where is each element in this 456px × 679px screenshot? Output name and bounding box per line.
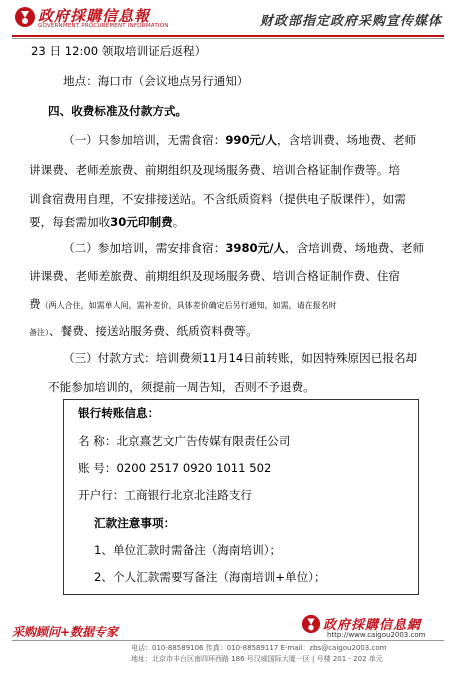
remit-note-title: 汇款注意事项： — [94, 516, 176, 530]
fee1-intro: （一）只参加培训，无需食宿： — [63, 133, 226, 147]
fee1-line2: 讲课费、老师差旅费、前期组织及现场服务费、培训合格证制作费等。培 — [29, 163, 401, 177]
header-slogan: 财政部指定政府采购宣传媒体 — [259, 14, 442, 29]
schedule-line: 23 日 12:00 领取培训证后返程） — [31, 44, 207, 58]
location-line: 地点：海口市（会议地点另行通知） — [63, 74, 249, 88]
remit-note-1: 1、单位汇款时需备注（海南培训）； — [94, 543, 282, 557]
fee1-line1 — [63, 133, 416, 148]
fee2-price: 3980元/人 — [225, 241, 286, 255]
logo-title: 政府採購信息報 — [38, 7, 151, 25]
fee1-line3: 训食宿费用自理，不安排接送站。不含纸质资料（提供电子版课件），如需 — [29, 192, 406, 206]
fee1-line4 — [29, 215, 184, 230]
footer-contact: 电话：010-88589106 传真：010-88589117 E-mail：zbs@caigou2003.com — [131, 644, 387, 652]
remit-note-2: 2、个人汇款需要写备注（海南培训+单位）； — [94, 570, 326, 584]
section-title: 四、收费标准及付款方式。 — [48, 104, 188, 118]
payment-line2: 不能参加培训的，须提前一周告知，否则不予退费。 — [48, 380, 315, 394]
footer-divider — [12, 640, 444, 641]
fee2-line3 — [29, 297, 337, 313]
fee2-lodging-note: （两人合住，如需单人间，需补差价，具体差价确定后另行通知，如需，请在报名时 — [40, 301, 337, 310]
fee1-print-fee: 30元印制费 — [110, 215, 173, 229]
fee2-includes: ，含培训费、场地费、老师 — [285, 241, 425, 255]
header-divider — [12, 35, 444, 37]
bank-account-number: 账 号：0200 2517 0920 1011 502 — [78, 461, 272, 475]
fee2-other-fees: 、餐费、接送站服务费、纸质资料费等。 — [49, 324, 258, 338]
footer-logo-title: 政府採購信息網 — [323, 618, 422, 633]
fee2-intro: （二）参加培训，需安排食宿： — [63, 241, 226, 255]
bank-title: 银行转账信息： — [78, 406, 160, 420]
footer-slogan: 采购顾问+数据专家 — [12, 625, 119, 639]
logo-icon — [14, 6, 36, 28]
fee1-print-note: 要，每套需加收 — [29, 215, 111, 229]
fee2-line1 — [63, 241, 424, 256]
footer-url: http://www.caigou2003.com — [327, 631, 426, 639]
payment-line1: （三）付款方式：培训费须11月14日前转账，如因特殊原因已报名却 — [63, 351, 418, 365]
fee1-includes: ，含培训费、场地费、老师 — [276, 133, 417, 147]
fee1-print-end: 。 — [172, 215, 185, 229]
fee2-line4 — [29, 324, 258, 340]
header-divider-thin — [12, 38, 444, 39]
fee1-price: 990元/人 — [225, 133, 277, 147]
logo-subtitle: GOVERNMENT PROCUREMENT INFORMATION — [38, 23, 169, 29]
footer-logo-icon — [301, 614, 321, 634]
bank-account-name: 名 称：北京熹艺文广告传媒有限责任公司 — [78, 434, 291, 448]
fee2-line2: 讲课费、老师差旅费、前期组织及现场服务费、培训合格证制作费、住宿 — [29, 269, 401, 283]
fee2-lodging-label: 费 — [29, 297, 41, 311]
page-header — [0, 0, 456, 40]
fee2-lodging-note-end: 备注） — [29, 328, 49, 337]
bank-branch: 开户行：工商银行北京北洼路支行 — [78, 488, 252, 502]
footer-address: 地址：北京市丰台区南四环西路 186 号汉威国际大厦一区 | 号楼 201 - 202 单元 — [131, 655, 383, 663]
